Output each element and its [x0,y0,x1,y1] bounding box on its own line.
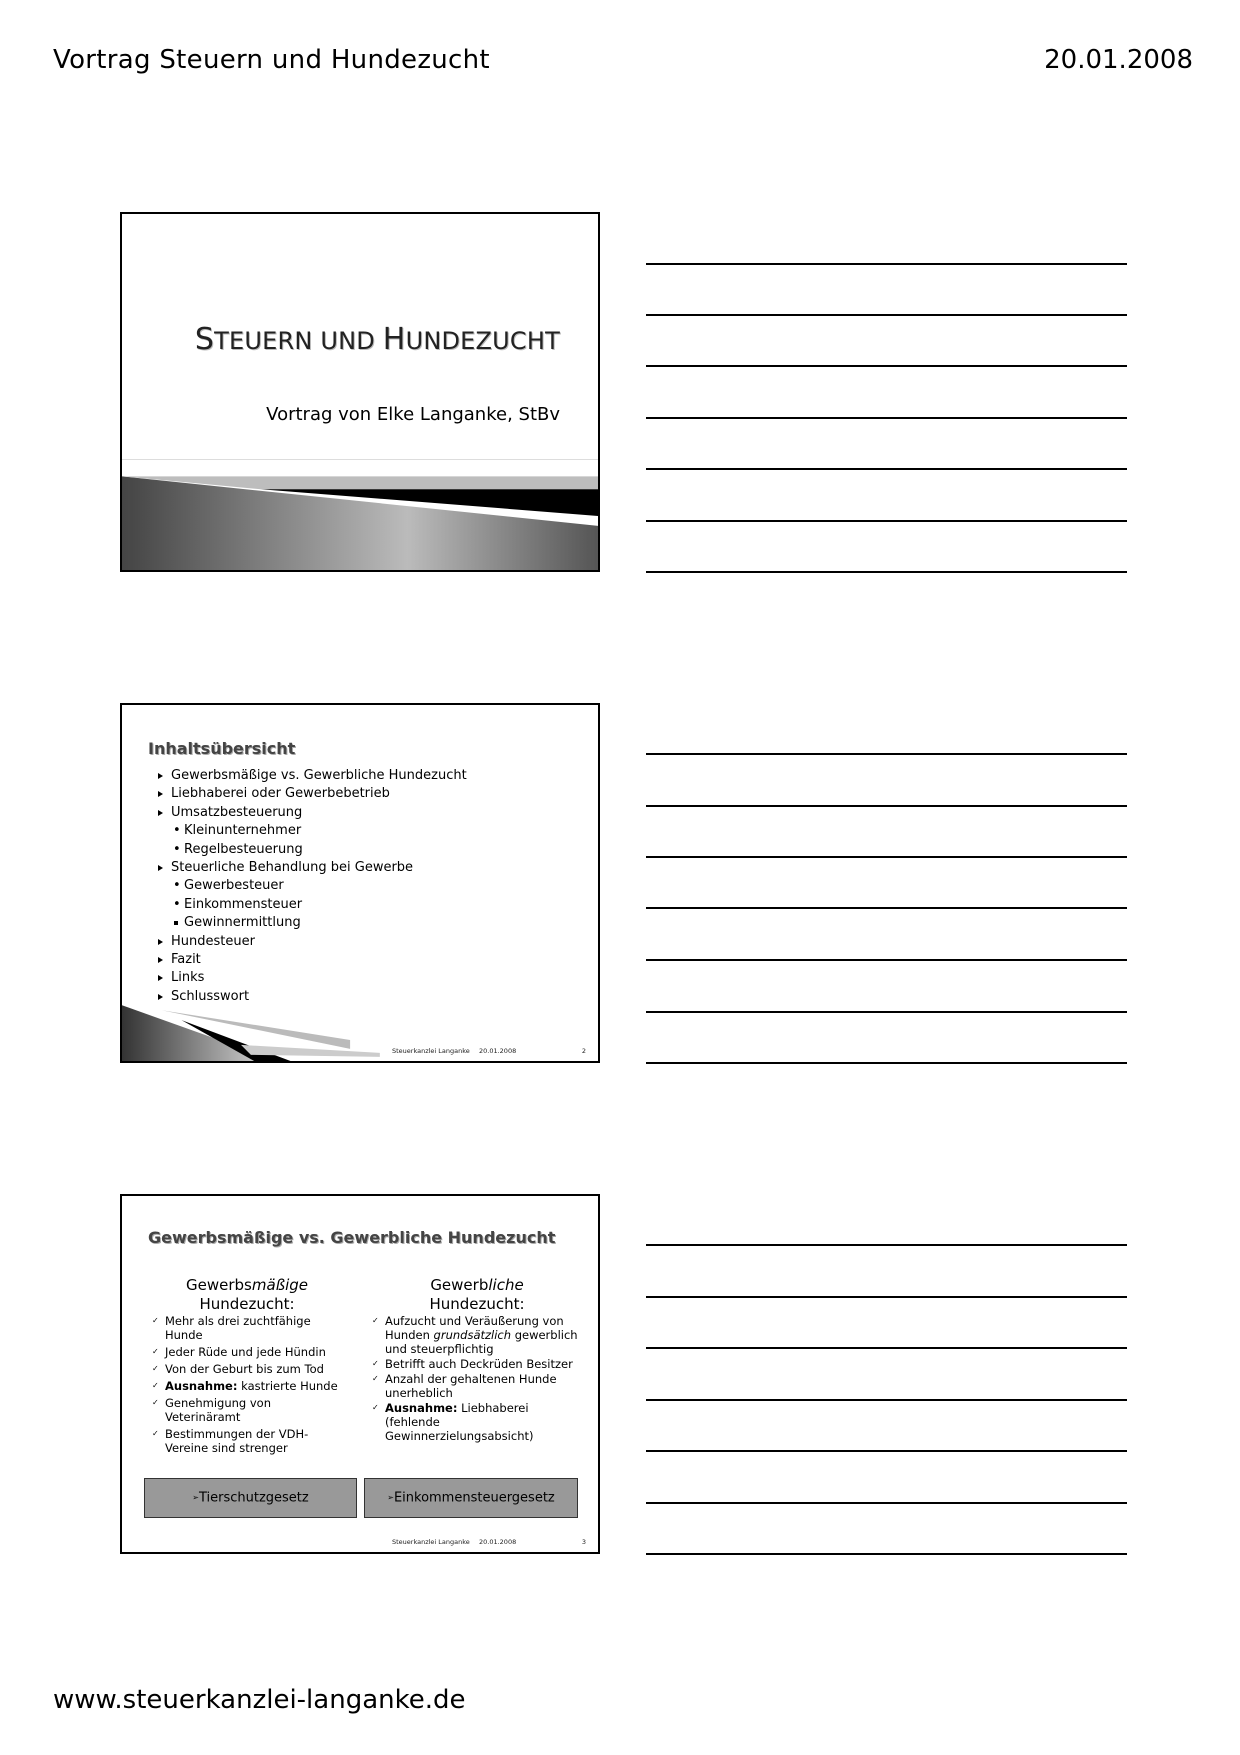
list-item: ✓ Ausnahme: kastrierte Hunde [152,1379,342,1393]
page-header-title: Vortrag Steuern und Hundezucht [53,45,490,75]
list-item: ✓ Aufzucht und Veräußerung von Hunden grundsätzlich gewerblich und steuerpflichtig [372,1314,582,1356]
criteria-list [152,1314,342,1455]
slide-footer-page: 2 [581,1047,586,1055]
slide-comparison [120,1194,600,1554]
page-header-date: 20.01.2008 [1044,45,1193,75]
list-item: • Gewerbesteuer [156,877,467,895]
note-line [646,314,1127,316]
list-item: ✓ Bestimmungen der VDH-Vereine sind strenger [152,1427,342,1455]
list-item: ✓ Betrifft auch Deckrüden Besitzer [372,1357,582,1371]
list-item: Links [156,969,467,987]
law-box-tierschutz: ➢Tierschutzgesetz [144,1478,357,1518]
slide-contents [120,703,600,1063]
note-line [646,805,1127,807]
page-footer-url: www.steuerkanzlei-langanke.de [53,1685,466,1715]
note-line [646,856,1127,858]
list-item: ✓ Jeder Rüde und jede Hündin [152,1345,342,1359]
list-item: ✓ Von der Geburt bis zum Tod [152,1362,342,1376]
note-line [646,365,1127,367]
slide-subtitle: Vortrag von Elke Langanke, StBv [266,404,560,425]
note-line [646,571,1127,573]
note-line [646,1347,1127,1349]
note-line [646,1244,1127,1246]
slide-heading: Inhaltsübersicht [148,739,296,758]
note-line [646,520,1127,522]
note-line [646,1450,1127,1452]
slide-footer-company: Steuerkanzlei Langanke [392,1047,470,1055]
slide-title [120,212,600,572]
note-line [646,1553,1127,1555]
list-item: ✓ Anzahl der gehaltenen Hunde unerheblich [372,1372,582,1400]
slide-decoration [122,459,598,572]
list-item: Hundesteuer [156,933,467,951]
arrow-icon: ➢ [192,1493,199,1502]
slide-footer-date: 20.01.2008 [479,1538,517,1546]
note-line [646,417,1127,419]
slide-footer-page: 3 [581,1538,586,1546]
list-item: • Regelbesteuerung [156,841,467,859]
slide-decoration [122,1005,598,1063]
list-item: Gewerbsmäßige vs. Gewerbliche Hundezucht [156,767,467,785]
list-item: • Einkommensteuer [156,896,467,914]
column-title: Gewerbliche Hundezucht: [429,1276,525,1313]
list-item: Gewinnermittlung [156,914,467,932]
slide-footer-company: Steuerkanzlei Langanke [392,1538,470,1546]
slide-heading: Gewerbsmäßige vs. Gewerbliche Hundezucht [148,1228,556,1247]
column-left [152,1276,342,1458]
criteria-list [372,1314,582,1443]
list-item: Schlusswort [156,988,467,1006]
note-line [646,1502,1127,1504]
slide-footer-date: 20.01.2008 [479,1047,517,1055]
list-item: ✓ Mehr als drei zuchtfähige Hunde [152,1314,342,1342]
column-title: Gewerbsmäßige Hundezucht: [185,1276,309,1313]
note-line [646,1399,1127,1401]
note-line [646,1296,1127,1298]
list-item: Liebhaberei oder Gewerbebetrieb [156,785,467,803]
note-line [646,753,1127,755]
note-line [646,1011,1127,1013]
list-item: ✓ Ausnahme: Liebhaberei (fehlende Gewinnerzielungsabsicht) [372,1401,582,1443]
list-item: Fazit [156,951,467,969]
note-line [646,959,1127,961]
note-line [646,1062,1127,1064]
slide-title-heading: STEUERN UND HUNDEZUCHT [194,322,560,357]
list-item: Steuerliche Behandlung bei Gewerbe [156,859,467,877]
list-item: ✓ Genehmigung von Veterinäramt [152,1396,342,1424]
note-line [646,907,1127,909]
note-line [646,468,1127,470]
arrow-icon: ➢ [387,1493,394,1502]
column-right [372,1276,582,1444]
law-box-einkommensteuer: ➢Einkommensteuergesetz [364,1478,578,1518]
note-line [646,263,1127,265]
list-item: Umsatzbesteuerung [156,804,467,822]
contents-list [156,767,467,1006]
list-item: • Kleinunternehmer [156,822,467,840]
